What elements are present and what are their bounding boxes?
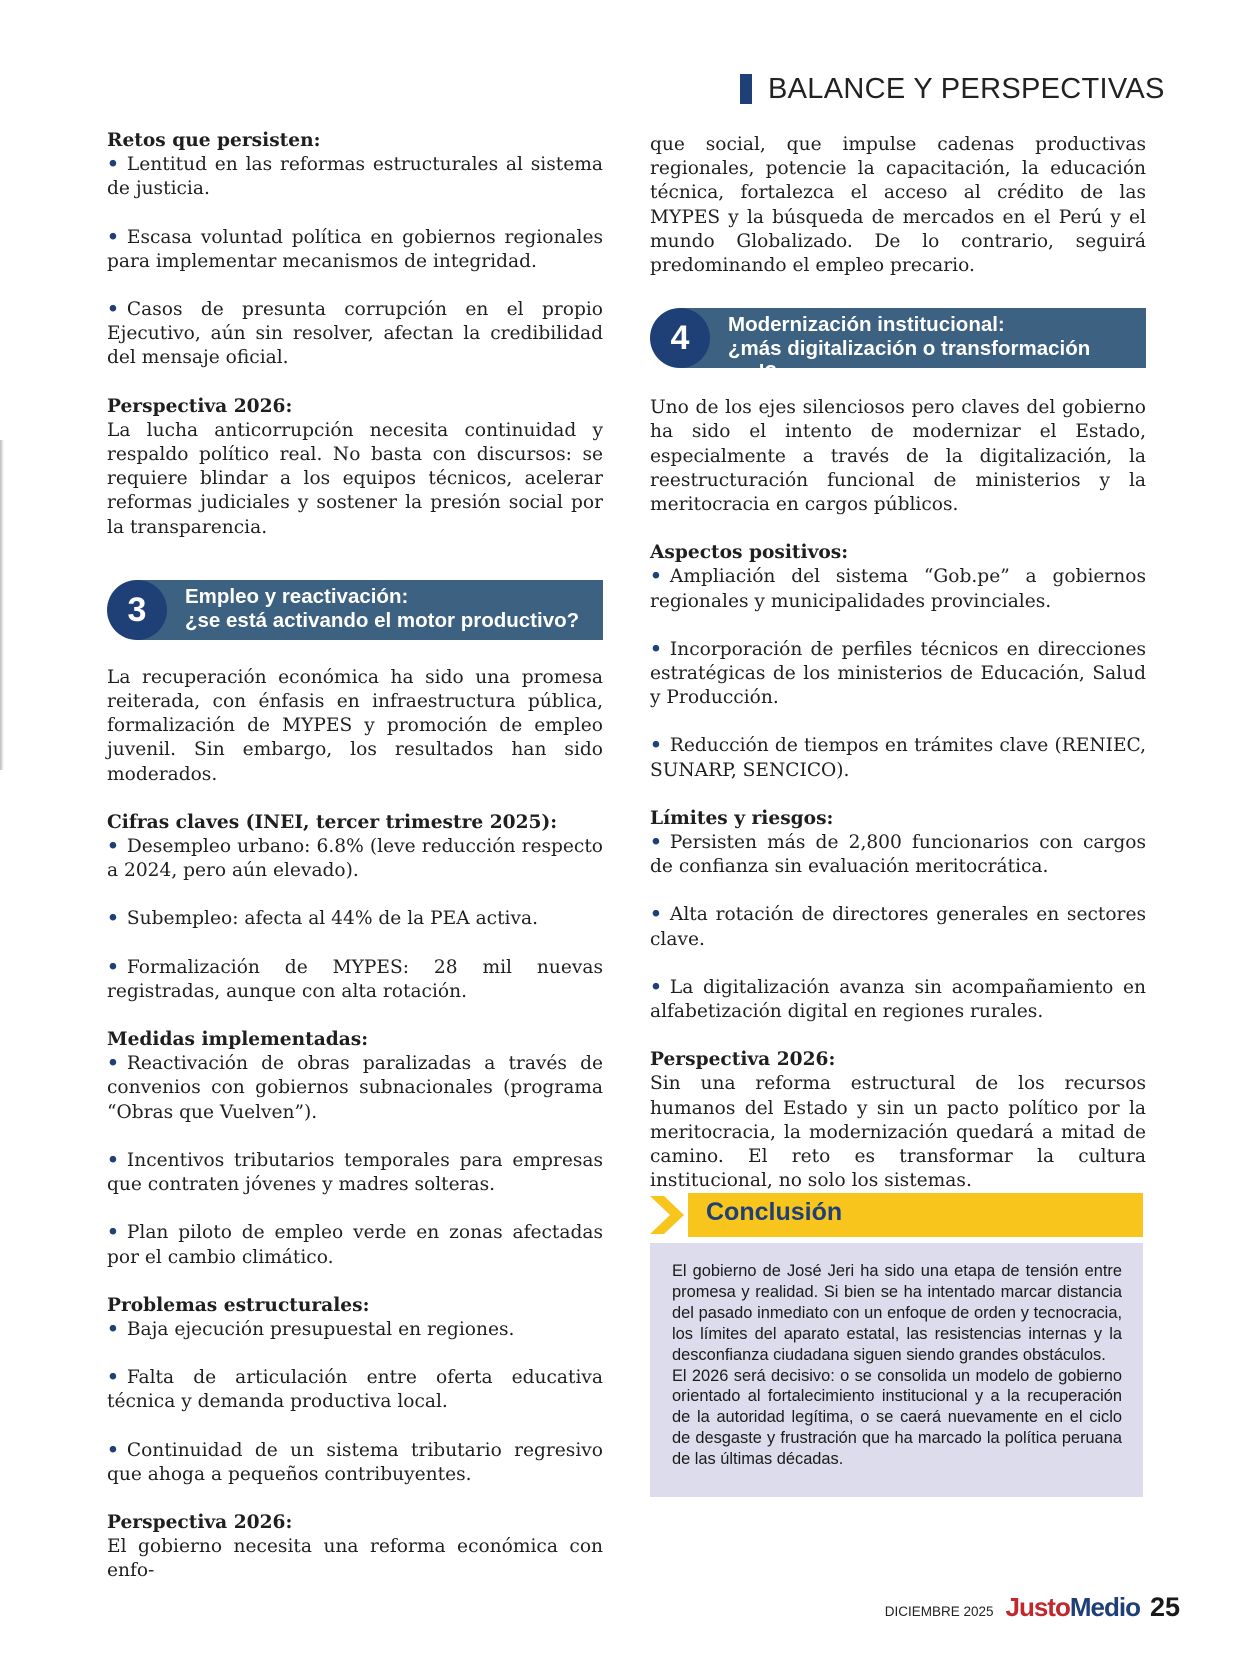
- bullet-icon: •: [107, 154, 119, 176]
- header-title: BALANCE Y PERSPECTIVAS: [768, 72, 1165, 105]
- bullet-icon: •: [107, 1053, 119, 1075]
- list-item: • Persisten más de 2,800 funcionarios con cargos de confianza sin evaluación meritocrática.: [650, 832, 1146, 878]
- list-item: • La digitalización avanza sin acompañamiento en alfabetización digital en regiones rurales.: [650, 976, 1146, 1023]
- perspectiva-heading: Perspectiva 2026:: [107, 395, 293, 417]
- bullet-icon: •: [650, 735, 662, 757]
- bullet-icon: •: [107, 299, 119, 321]
- conclusion-body: [650, 1243, 1143, 1497]
- perspectiva-2-heading: Perspectiva 2026:: [107, 1511, 293, 1533]
- list-item: • Alta rotación de directores generales en sectores clave.: [650, 904, 1146, 950]
- list-item: • Continuidad de un sistema tributario regresivo que ahoga a pequeños contribuyentes.: [107, 1439, 603, 1485]
- bullet-icon: •: [107, 956, 119, 978]
- bullet-icon: •: [650, 976, 662, 998]
- medidas-heading: Medidas implementadas:: [107, 1029, 369, 1051]
- perspectiva-2-text: El gobierno necesita una reforma económica con enfo-: [107, 1536, 603, 1582]
- right-column: [650, 133, 1146, 1194]
- bullet-icon: •: [107, 908, 119, 930]
- list-item: • Reactivación de obras paralizadas a través de convenios con gobiernos subnacionales (programa “Obras que Vuelven”).: [107, 1053, 603, 1123]
- list-item: • Reducción de tiempos en trámites clave (RENIEC, SUNARP, SENCICO).: [650, 735, 1146, 781]
- conclusion-title: Conclusión: [706, 1198, 843, 1226]
- bullet-icon: •: [107, 226, 119, 248]
- continuation-text: que social, que impulse cadenas productivas regionales, potencie la capacitación, la educación técnica, fortalezca el acceso al crédito de las MYPES y la búsqueda de mercados en el Perú y el mundo Globalizado. De lo contrario, seguirá predominando el empleo precario.: [650, 134, 1146, 277]
- list-item: • Baja ejecución presupuestal en regiones.: [107, 1318, 515, 1340]
- conclusion-paragraph-1: El gobierno de José Jeri ha sido una etapa de tensión entre promesa y realidad. Si bien se ha intentado marcar distancia del pasado inmediato con un enfoque de orden y tecnocracia, los límites del aparato estatal, las resistencias internas y la desconfianza ciudadana siguen siendo grandes obstáculos.: [672, 1262, 1122, 1364]
- header-accent-bar: [740, 74, 752, 104]
- list-item: • Casos de presunta corrupción en el propio Ejecutivo, aún sin resolver, afectan la credibilidad del mensaje oficial.: [107, 299, 603, 369]
- problemas-heading: Problemas estructurales:: [107, 1294, 370, 1316]
- bullet-icon: •: [650, 832, 662, 854]
- positivos-heading: Aspectos positivos:: [650, 542, 849, 564]
- bullet-icon: •: [107, 1149, 119, 1171]
- retos-heading: Retos que persisten:: [107, 130, 321, 151]
- section-4-intro: Uno de los ejes silenciosos pero claves del gobierno ha sido el intento de modernizar el Estado, especialmente a través de la digitalización, la reestructuración funcional de ministerios y la meritocracia en cargos públicos.: [650, 397, 1146, 516]
- section-4-title: Modernización institucional: ¿más digitalización o transformación real?: [728, 313, 1091, 385]
- page-edge-shadow: [0, 440, 4, 770]
- section-4-banner: [650, 308, 1146, 385]
- page-number: 25: [1149, 1592, 1180, 1622]
- bullet-icon: •: [107, 1439, 119, 1461]
- section-3-title: Empleo y reactivación: ¿se está activando el motor productivo?: [185, 584, 580, 632]
- cifras-heading: Cifras claves (INEI, tercer trimestre 2025):: [107, 811, 558, 833]
- section-3-intro: La recuperación económica ha sido una promesa reiterada, con énfasis en infraestructura pública, formalización de MYPES y promoción de empleo juvenil. Sin embargo, los resultados han sido moderados.: [107, 666, 603, 785]
- brand-logo-part-1: Justo: [1005, 1592, 1070, 1622]
- bullet-icon: •: [650, 638, 662, 660]
- conclusion-paragraph-2: El 2026 será decisivo: o se consolida un modelo de gobierno orientado al fortalecimiento institucional y a la recuperación de la autoridad legítima, o se caerá nuevamente en el ciclo de desgaste y frustración que ha marcado la política peruana de las últimas décadas.: [672, 1366, 1122, 1469]
- issue-date: DICIEMBRE 2025: [884, 1604, 994, 1619]
- bullet-icon: •: [650, 566, 662, 588]
- list-item: • Subempleo: afecta al 44% de la PEA activa.: [107, 908, 538, 930]
- list-item: • Desempleo urbano: 6.8% (leve reducción respecto a 2024, pero aún elevado).: [107, 836, 603, 882]
- perspectiva-text: Sin una reforma estructural de los recursos humanos del Estado y sin un pacto político por la meritocracia, la modernización quedará a mitad de camino. El reto es transformar la cultura institucional, no solo los sistemas.: [650, 1073, 1146, 1192]
- list-item: • Falta de articulación entre oferta educativa técnica y demanda productiva local.: [107, 1367, 603, 1413]
- list-item: • Escasa voluntad política en gobiernos regionales para implementar mecanismos de integridad.: [107, 226, 603, 272]
- section-number-badge: 4: [650, 308, 710, 368]
- list-item: • Ampliación del sistema “Gob.pe” a gobiernos regionales y municipalidades provinciales.: [650, 566, 1146, 612]
- bullet-icon: •: [650, 904, 662, 926]
- perspectiva-heading: Perspectiva 2026:: [650, 1049, 836, 1071]
- section-number-badge: 3: [107, 580, 167, 640]
- chevron-right-icon: [650, 1196, 684, 1234]
- list-item: • Incorporación de perfiles técnicos en direcciones estratégicas de los ministerios de Educación, Salud y Producción.: [650, 638, 1146, 709]
- conclusion-text: [672, 1261, 1122, 1470]
- perspectiva-text: La lucha anticorrupción necesita continuidad y respaldo político real. No basta con discursos: se requiere blindar a los equipos técnicos, acelerar reformas judiciales y sostener la presión social por la transparencia.: [107, 419, 603, 538]
- section-header: [740, 74, 1165, 104]
- page-footer: [885, 1592, 1180, 1623]
- bullet-icon: •: [107, 1318, 119, 1340]
- brand-logo-part-2: Medio: [1069, 1592, 1140, 1622]
- bullet-icon: •: [107, 1222, 119, 1244]
- section-3-banner: [107, 580, 603, 640]
- list-item: • Plan piloto de empleo verde en zonas afectadas por el cambio climático.: [107, 1222, 603, 1268]
- list-item: • Formalización de MYPES: 28 mil nuevas registradas, aunque con alta rotación.: [107, 956, 603, 1002]
- list-item: • Lentitud en las reformas estructurales al sistema de justicia.: [107, 154, 603, 200]
- list-item: • Incentivos tributarios temporales para empresas que contraten jóvenes y madres solteras.: [107, 1149, 603, 1196]
- bullet-icon: •: [107, 836, 119, 858]
- limites-heading: Límites y riesgos:: [650, 807, 834, 829]
- bullet-icon: •: [107, 1367, 119, 1389]
- left-column: [107, 129, 603, 1584]
